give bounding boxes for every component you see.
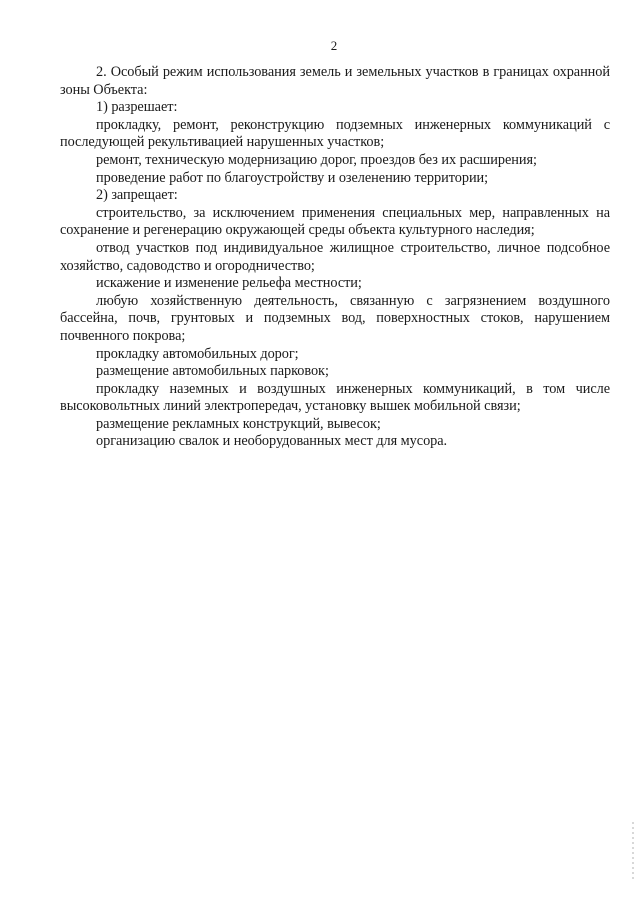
paragraph-prohibit-road-laying: прокладку автомобильных дорог; <box>96 345 299 362</box>
paragraph-permit-landscaping: проведение работ по благоустройству и озеленению территории; <box>96 169 489 186</box>
paragraph-permit-road-repair: ремонт, техническую модернизацию дорог, проездов без их расширения; <box>96 151 537 168</box>
paragraph-prohibit-housing-allotment: отвод участков под индивидуальное жилищное строительство, личное подсобное хозяйство, садоводство и огородничество; <box>60 239 610 274</box>
paragraph-prohibits-heading: 2) запрещает: <box>96 187 178 204</box>
paragraph-prohibit-parking: размещение автомобильных парковок; <box>96 363 329 380</box>
paragraph-section-2-intro: 2. Особый режим использования земель и земельных участков в границах охранной зоны Объекта: <box>60 64 610 98</box>
paragraph-permit-underground-utilities: прокладку, ремонт, реконструкцию подземных инженерных коммуникаций с последующей рекультивацией нарушенных участков; <box>60 116 610 151</box>
paragraph-prohibit-overhead-utilities: прокладку наземных и воздушных инженерных коммуникаций, в том числе высоковольтных линий электропередач, установку вышек мобильной связи; <box>60 380 610 415</box>
paragraph-prohibit-relief-change: искажение и изменение рельефа местности; <box>96 275 362 292</box>
paragraph-prohibit-dumps: организацию свалок и необорудованных мест для мусора. <box>96 433 448 450</box>
paragraph-prohibit-construction: строительство, за исключением применения специальных мер, направленных на сохранение и регенерацию окружающей среды объекта культурного наследия; <box>60 204 610 239</box>
page-number: 2 <box>330 38 338 53</box>
document-body <box>60 64 610 451</box>
paragraph-prohibit-advertising: размещение рекламных конструкций, вывесок; <box>96 415 381 432</box>
scan-edge-artifact <box>632 822 634 882</box>
paragraph-permits-heading: 1) разрешает: <box>96 99 178 116</box>
paragraph-prohibit-pollution: любую хозяйственную деятельность, связанную с загрязнением воздушного бассейна, почв, грунтовых и подземных вод, поверхностных стоков, нарушением почвенного покрова; <box>60 292 610 344</box>
